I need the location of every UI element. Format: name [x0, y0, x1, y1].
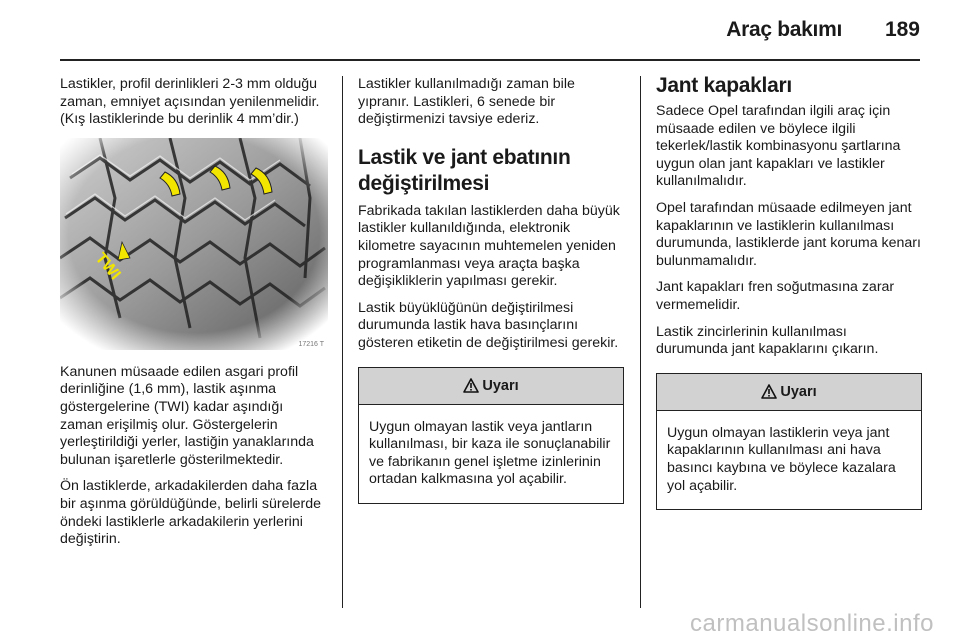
- page-number: 189: [884, 18, 920, 41]
- warning-title: Uyarı: [482, 377, 519, 394]
- column-divider-1: [342, 76, 343, 608]
- warning-title: Uyarı: [780, 383, 817, 400]
- warning-box-covers: [656, 373, 922, 510]
- warning-text: Uygun olmayan lastiklerin veya jant kapaklarının kullanılması ani hava basıncı kaybına ve böylece kazalara yol açabilir.: [667, 424, 896, 494]
- warning-header: [657, 374, 921, 411]
- larger-tires-paragraph: Fabrikada takılan lastiklerden daha büyük lastikler kullanıldığında, elektronik kilometre sayacının muhtemelen yeniden programlanması veya araçta başka değişikliklerin yapılması gerekir.: [358, 202, 620, 290]
- figure-number: 17216 T: [298, 340, 324, 348]
- column-left: [60, 76, 328, 558]
- tire-aging-paragraph: Lastikler kullanılmadığı zaman bile yıpranır. Lastikleri, 6 senede bir değiştirmenizi tavsiye ederiz.: [358, 76, 575, 128]
- rim-protection-paragraph: Opel tarafından müsaade edilmeyen jant kapaklarının ve lastiklerin kullanılması durumunda, lastiklerde jant koruma kenarı bulunmamalıdır.: [656, 199, 921, 269]
- column-right: [656, 76, 922, 510]
- tire-tread-illustration: [60, 138, 328, 350]
- watermark: carmanualsonline.info: [690, 610, 934, 637]
- brake-cooling-paragraph: Jant kapakları fren soğutmasına zarar vermemelidir.: [656, 279, 895, 313]
- page-header: [0, 0, 960, 60]
- warning-triangle-icon: [761, 384, 777, 399]
- approved-covers-paragraph: Sadece Opel tarafından ilgili araç için müsaade edilen ve böylece ilgili tekerlek/lastik kombinasyonu şartlarına uygun olan jant kapakları ve lastikler kullanılmalıdır.: [656, 103, 901, 190]
- warning-triangle-icon: [463, 378, 479, 393]
- header-rule: [60, 59, 920, 61]
- section-title: Araç bakımı: [726, 18, 842, 41]
- tire-size-change-heading: Lastik ve jant ebatının değiştirilmesi: [358, 145, 571, 195]
- wheel-covers-heading: Jant kapakları: [656, 74, 792, 97]
- tire-rotation-paragraph: Ön lastiklerde, arkadakilerden daha fazla bir aşınma görüldüğünde, belirli sürelerde öndeki lastiklerle arkadakilerin yerlerini değiştirin.: [60, 478, 322, 548]
- warning-box-tires: [358, 367, 624, 504]
- warning-header: [359, 368, 623, 405]
- minimum-depth-paragraph: Kanunen müsaade edilen asgari profil derinliğine (1,6 mm), lastik aşınma göstergelerine (TWI) kadar aşındığı zaman erişilmiş olur. Göstergelerin yerleştirildiği yerler, lastiğin yanaklarında bulunan işaretlerle gösterilmektedir.: [60, 363, 314, 468]
- column-middle: [358, 76, 624, 504]
- tire-tread-figure: [60, 138, 328, 350]
- warning-text: Uygun olmayan lastik veya jantların kullanılması, bir kaza ile sonuçlanabilir ve fabrikanın genel işletme izinlerinin ortadan kalkmasına yol açabilir.: [369, 418, 611, 488]
- tread-depth-paragraph: Lastikler, profil derinlikleri 2-3 mm olduğu zaman, emniyet açısından yenilenmelidir. (Kış lastiklerinde bu derinlik 4 mm’dir.): [60, 76, 320, 128]
- snow-chains-paragraph: Lastik zincirlerinin kullanılması durumunda jant kapaklarını çıkarın.: [656, 323, 879, 358]
- pressure-label-paragraph: Lastik büyüklüğünün değiştirilmesi durumunda lastik hava basınçlarını gösteren etiketin de değiştirilmesi gerekir.: [358, 299, 619, 351]
- column-divider-2: [640, 76, 641, 608]
